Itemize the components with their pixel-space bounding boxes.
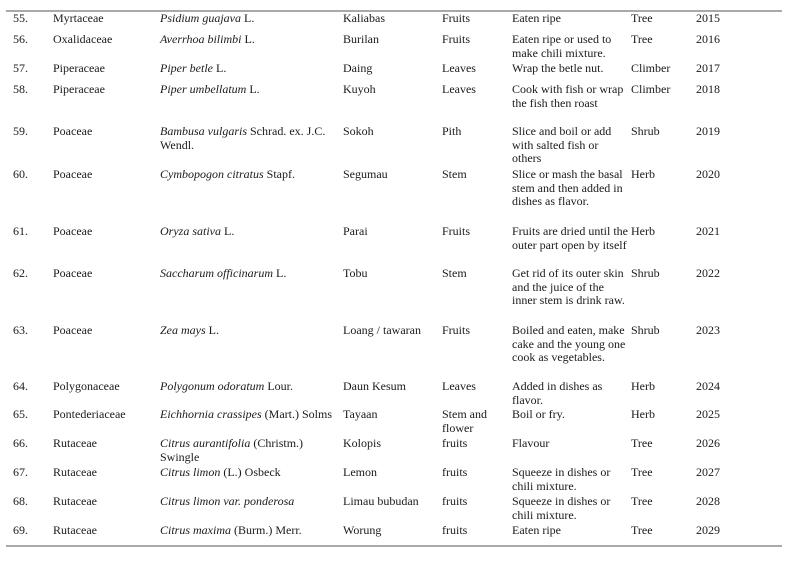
local-name: Tayaan (343, 407, 378, 421)
part-used: Fruits (442, 323, 471, 337)
species-binomial: Citrus limon (160, 465, 221, 479)
part-used: Fruits (442, 11, 471, 25)
habit: Shrub (631, 124, 660, 138)
usage: Flavour (512, 436, 550, 450)
habit: Climber (631, 61, 671, 75)
family: Poaceae (53, 124, 93, 138)
voucher-code: 2021 (696, 224, 720, 238)
species-author: L. (212, 61, 227, 75)
part-used: Fruits (442, 224, 471, 238)
row-number: 59. (13, 124, 28, 138)
habit: Shrub (631, 266, 660, 280)
habit: Climber (631, 82, 671, 96)
species-binomial: Citrus aurantifolia (160, 436, 251, 450)
species-author: L. (246, 82, 260, 96)
voucher-code: 2028 (696, 494, 720, 508)
usage: Fruits are dried until the outer part open by itself (512, 224, 628, 252)
usage: Wrap the betle nut. (512, 61, 604, 75)
species-author: Lour. (264, 379, 293, 393)
row-number: 61. (13, 224, 28, 238)
habit: Shrub (631, 323, 660, 337)
family: Poaceae (53, 224, 93, 238)
voucher-code: 2016 (696, 32, 720, 46)
species-binomial: Averrhoa bilimbi (160, 32, 242, 46)
species (160, 495, 340, 509)
habit: Herb (631, 224, 655, 238)
species-binomial: Polygonum odoratum (160, 379, 265, 393)
species (160, 168, 340, 182)
species-author: L. (241, 11, 255, 25)
local-name: Kaliabas (343, 11, 385, 25)
local-name: Tobu (343, 266, 368, 280)
voucher-code: 2017 (696, 61, 720, 75)
table-bottom-rule (6, 545, 782, 547)
local-name: Sokoh (343, 124, 374, 138)
habit: Tree (631, 494, 653, 508)
usage: Slice and boil or add with salted fish or others (512, 124, 612, 165)
species (160, 33, 340, 47)
habit: Tree (631, 523, 653, 537)
species-binomial: Eichhornia crassipes (160, 407, 262, 421)
habit: Herb (631, 379, 655, 393)
family: Rutaceae (53, 436, 97, 450)
family: Poaceae (53, 323, 93, 337)
usage: Slice or mash the basal stem and then added in dishes as flavor. (512, 167, 623, 208)
species-binomial: Piper betle (160, 61, 213, 75)
local-name: Loang / tawaran (343, 323, 421, 337)
local-name: Segumau (343, 167, 388, 181)
row-number: 67. (13, 465, 28, 479)
part-used: fruits (442, 436, 468, 450)
voucher-code: 2018 (696, 82, 720, 96)
species-author: (Christm.) Swingle (160, 436, 304, 464)
habit: Tree (631, 465, 653, 479)
row-number: 63. (13, 323, 28, 337)
family: Polygonaceae (53, 379, 120, 393)
species-author: L. (221, 224, 235, 238)
usage: Eaten ripe (512, 523, 561, 537)
habit: Herb (631, 407, 655, 421)
voucher-code: 2027 (696, 465, 720, 479)
voucher-code: 2026 (696, 436, 720, 450)
voucher-code: 2024 (696, 379, 720, 393)
usage: Get rid of its outer skin and the juice of the inner stem is drink raw. (512, 266, 625, 307)
species-author: L. (273, 266, 287, 280)
local-name: Worung (343, 523, 382, 537)
usage: Boil or fry. (512, 407, 565, 421)
usage: Eaten ripe (512, 11, 561, 25)
part-used: fruits (442, 494, 468, 508)
usage: Squeeze in dishes or chili mixture. (512, 494, 611, 522)
family: Piperaceae (53, 61, 105, 75)
row-number: 58. (13, 82, 28, 96)
part-used: Leaves (442, 61, 476, 75)
species-binomial: Bambusa vulgaris (160, 124, 247, 138)
local-name: Parai (343, 224, 368, 238)
usage: Eaten ripe or used to make chili mixture. (512, 32, 612, 60)
species-binomial: Zea mays (160, 323, 206, 337)
species-author: Stapf. (263, 167, 296, 181)
part-used: Stem and flower (442, 407, 487, 435)
species-author: (L.) Osbeck (220, 465, 281, 479)
voucher-code: 2019 (696, 124, 720, 138)
species (160, 437, 340, 464)
species (160, 225, 340, 239)
part-used: Fruits (442, 32, 471, 46)
family: Oxalidaceae (53, 32, 113, 46)
habit: Herb (631, 167, 655, 181)
species (160, 524, 340, 538)
species (160, 380, 340, 394)
family: Pontederiaceae (53, 407, 126, 421)
species (160, 62, 340, 76)
row-number: 68. (13, 494, 28, 508)
species (160, 267, 340, 281)
family: Poaceae (53, 167, 93, 181)
species-binomial: Piper umbellatum (160, 82, 247, 96)
usage: Cook with fish or wrap the fish then roast (512, 82, 624, 110)
local-name: Daing (343, 61, 373, 75)
family: Rutaceae (53, 523, 97, 537)
local-name: Kolopis (343, 436, 382, 450)
usage: Boiled and eaten, make cake and the young one cook as vegetables. (512, 323, 626, 364)
part-used: fruits (442, 523, 468, 537)
row-number: 57. (13, 61, 28, 75)
local-name: Lemon (343, 465, 377, 479)
species-author: L. (241, 32, 255, 46)
species-author: (Mart.) Solms (261, 407, 333, 421)
row-number: 65. (13, 407, 28, 421)
voucher-code: 2015 (696, 11, 720, 25)
row-number: 60. (13, 167, 28, 181)
species (160, 466, 340, 480)
habit: Tree (631, 11, 653, 25)
row-number: 56. (13, 32, 28, 46)
species-binomial: Citrus maxima (160, 523, 232, 537)
family: Piperaceae (53, 82, 105, 96)
part-used: Leaves (442, 82, 476, 96)
local-name: Kuyoh (343, 82, 376, 96)
part-used: Stem (442, 266, 467, 280)
species (160, 324, 340, 338)
local-name: Limau bubudan (343, 494, 419, 508)
row-number: 69. (13, 523, 28, 537)
part-used: Stem (442, 167, 467, 181)
row-number: 66. (13, 436, 28, 450)
voucher-code: 2022 (696, 266, 720, 280)
family: Poaceae (53, 266, 93, 280)
row-number: 62. (13, 266, 28, 280)
habit: Tree (631, 32, 653, 46)
family: Rutaceae (53, 494, 97, 508)
part-used: Leaves (442, 379, 476, 393)
species (160, 12, 340, 26)
species-author: (Burm.) Merr. (231, 523, 302, 537)
part-used: Pith (442, 124, 462, 138)
usage: Squeeze in dishes or chili mixture. (512, 465, 611, 493)
species-binomial: Cymbopogon citratus (160, 167, 264, 181)
species (160, 408, 340, 422)
species-binomial: Citrus limon var. ponderosa (160, 494, 295, 508)
usage: Added in dishes as flavor. (512, 379, 603, 407)
family: Myrtaceae (53, 11, 104, 25)
row-number: 55. (13, 11, 28, 25)
species-author: L. (205, 323, 220, 337)
voucher-code: 2025 (696, 407, 720, 421)
family: Rutaceae (53, 465, 97, 479)
local-name: Daun Kesum (343, 379, 406, 393)
species-binomial: Saccharum officinarum (160, 266, 273, 280)
voucher-code: 2023 (696, 323, 720, 337)
voucher-code: 2029 (696, 523, 720, 537)
habit: Tree (631, 436, 653, 450)
local-name: Burilan (343, 32, 379, 46)
species (160, 83, 340, 97)
species-binomial: Oryza sativa (160, 224, 221, 238)
species-author: Schrad. ex. J.C. Wendl. (160, 124, 326, 152)
species (160, 125, 340, 152)
row-number: 64. (13, 379, 28, 393)
voucher-code: 2020 (696, 167, 720, 181)
species-binomial: Psidium guajava (160, 11, 241, 25)
part-used: fruits (442, 465, 468, 479)
